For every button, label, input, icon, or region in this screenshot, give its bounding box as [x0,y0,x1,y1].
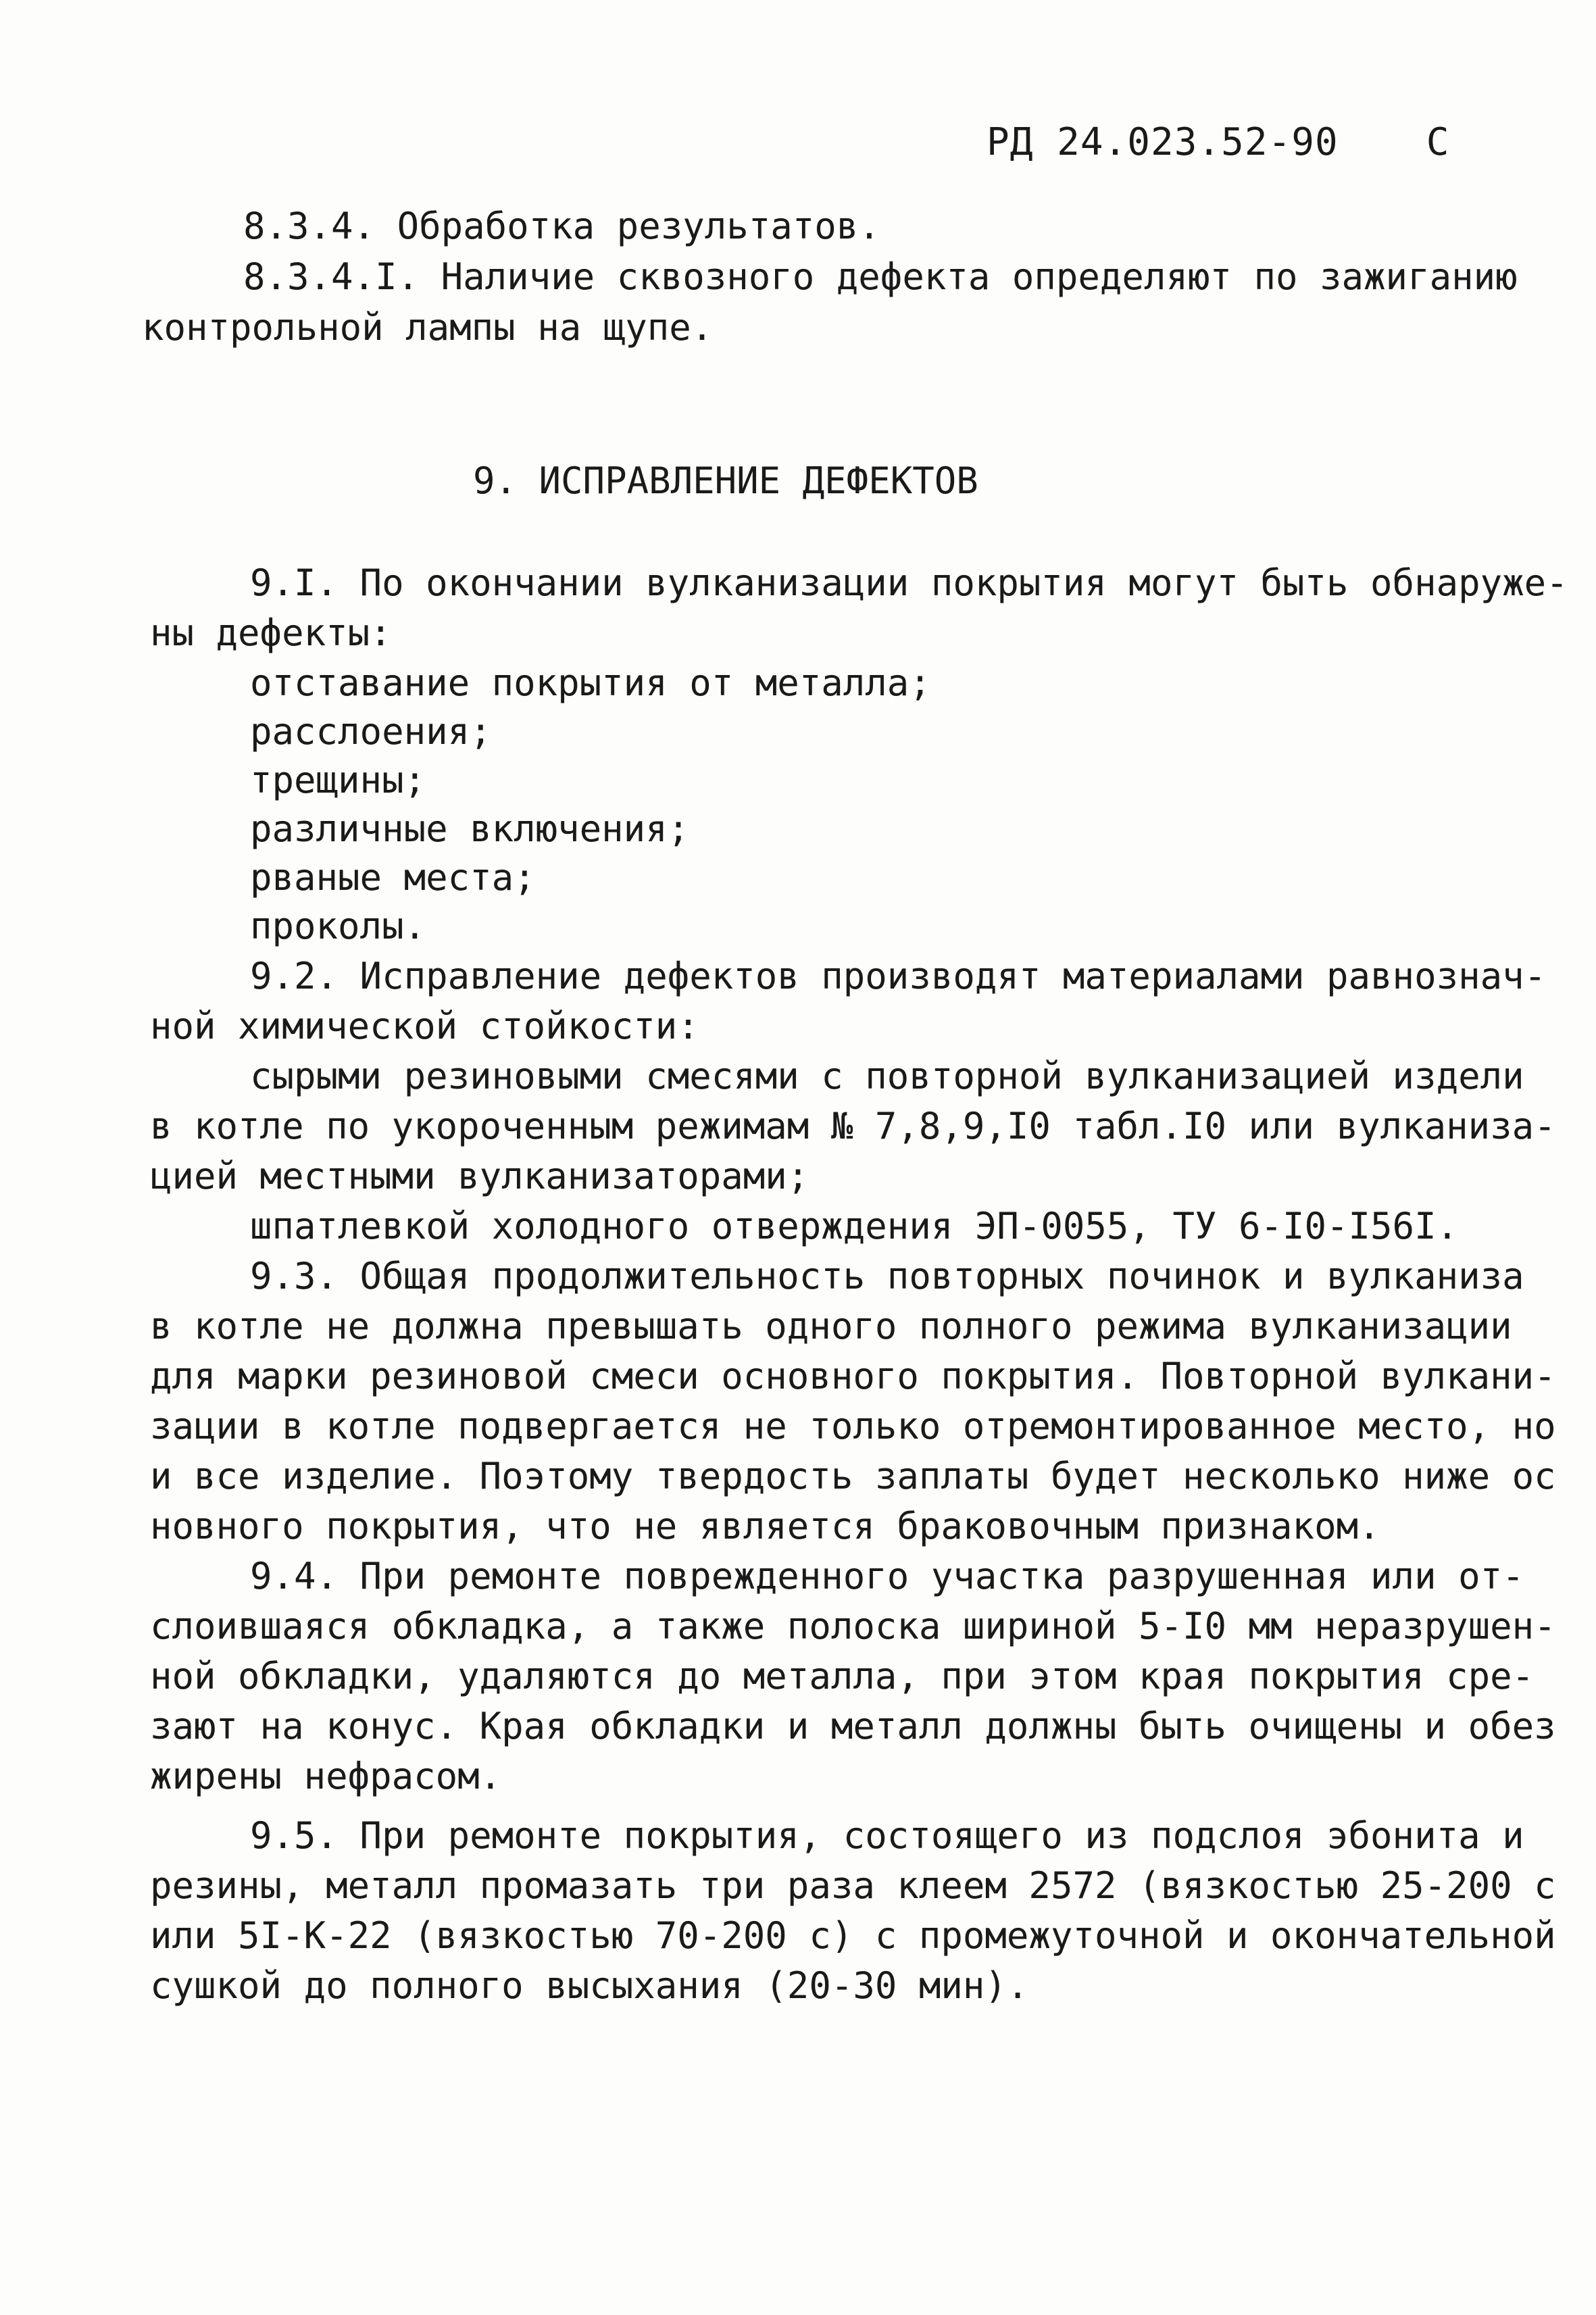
defect-list-item: проколы. [250,905,426,947]
clause-9-4-line-1: 9.4. При ремонте поврежденного участка разрушенная или от- [250,1555,1524,1597]
clause-9-4-line-4: зают на конус. Края обкладки и металл должны быть очищены и обез [150,1705,1556,1747]
page-header [987,120,1449,164]
clause-9-2-line-6: шпатлевкой холодного отверждения ЭП-0055, ТУ 6-I0-I56I. [250,1205,1459,1247]
clause-9-4-line-5: жирены нефрасом. [150,1755,502,1797]
page-mark: С [1426,120,1450,164]
clause-9-2-line-1: 9.2. Исправление дефектов производят материалами равнознач- [250,955,1547,997]
clause-9-3-line-4: зации в котле подвергается не только отремонтированное место, но [150,1405,1556,1447]
clause-9-3-line-3: для марки резиновой смеси основного покрытия. Повторной вулкани- [150,1355,1556,1397]
clause-9-5-line-1: 9.5. При ремонте покрытия, состоящего из подслоя эбонита и [250,1814,1524,1857]
clause-9-5-line-2: резины, металл промазать три раза клеем 2572 (вязкостью 25-200 с [150,1864,1556,1907]
clause-9-1-line-1: 9.I. По окончании вулканизации покрытия могут быть обнаруже- [250,562,1568,604]
clause-8-3-4: 8.3.4. Обработка результатов. [243,205,880,247]
clause-9-2-line-2: ной химической стойкости: [150,1005,699,1047]
clause-9-4-line-3: ной обкладки, удаляются до металла, при этом края покрытия сре- [150,1655,1535,1697]
defect-list-item: расслоения; [250,710,492,753]
clause-9-5-line-4: сушкой до полного высыхания (20-30 мин). [150,1964,1029,2007]
clause-9-4-line-2: слоившаяся обкладка, а также полоска шириной 5-I0 мм неразрушен- [150,1605,1556,1647]
clause-9-5-line-3: или 5I-К-22 (вязкостью 70-200 с) с промежуточной и окончательной [150,1914,1556,1957]
clause-9-3-line-2: в котле не должна превышать одного полного режима вулканизации [150,1305,1512,1347]
defect-list-item: отставание покрытия от металла; [250,662,931,704]
clause-9-1-line-2: ны дефекты: [150,612,392,654]
clause-9-2-line-3: сырыми резиновыми смесями с повторной вулканизацией издели [250,1055,1524,1097]
clause-9-3-line-6: новного покрытия, что не является браковочным признаком. [150,1505,1380,1547]
clause-9-3-line-1: 9.3. Общая продолжительность повторных починок и вулканиза [250,1255,1524,1297]
clause-9-3-line-5: и все изделие. Поэтому твердость заплаты будет несколько ниже ос [150,1455,1556,1497]
defect-list-item: трещины; [250,759,426,801]
document-number: РД 24.023.52-90 [987,120,1339,164]
clause-8-3-4-1-cont: контрольной лампы на щупе. [142,306,714,349]
section-title: 9. ИСПРАВЛЕНИЕ ДЕФЕКТОВ [473,459,978,502]
defect-list-item: рваные места; [250,856,536,899]
defect-list-item: различные включения; [250,807,690,850]
clause-9-2-line-4: в котле по укороченным режимам № 7,8,9,I0 табл.I0 или вулканиза- [150,1105,1556,1147]
clause-9-2-line-5: цией местными вулканизаторами; [150,1155,809,1197]
clause-8-3-4-1: 8.3.4.I. Наличие сквозного дефекта определяют по зажиганию [243,255,1518,298]
